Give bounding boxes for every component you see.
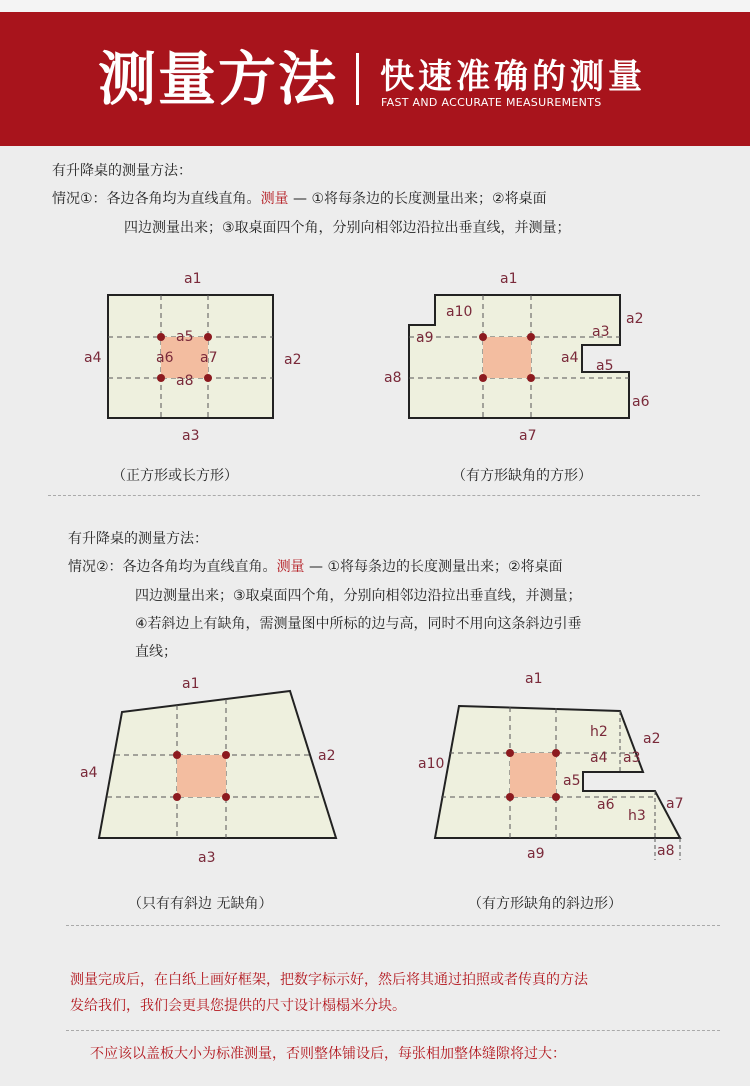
corner-dot [479, 374, 487, 382]
corner-highlight [510, 753, 556, 797]
measure-label-a5: a5 [596, 358, 614, 374]
corner-dot [204, 374, 212, 382]
corner-dot [157, 374, 165, 382]
measure-label-a1: a1 [500, 271, 518, 287]
diagram1-caption: （正方形或长方形） [112, 468, 238, 484]
diagram3-caption: （只有有斜边 无缺角） [128, 896, 273, 912]
measure-label-a4: a4 [80, 765, 98, 781]
diagram-notched-rectangle [409, 295, 629, 418]
footer-warning: 不应该以盖板大小为标准测量，否则整体铺设后，每张相加整体缝隙将过大： [90, 1046, 566, 1062]
measure-label-a3: a3 [623, 750, 641, 766]
measure-label-a3: a3 [182, 428, 200, 444]
banner-title: 测量方法 [98, 45, 339, 113]
measure-label-a9: a9 [416, 330, 434, 346]
measure-label-a6: a6 [597, 797, 615, 813]
corner-dot [222, 793, 230, 801]
measure-label-a8: a8 [176, 373, 194, 389]
corner-dot [173, 751, 181, 759]
section1-line2: 四边测量出来；③取桌面四个角，分别向相邻边沿拉出垂直线，并测量； [124, 220, 571, 236]
measure-label-h3: h3 [628, 808, 646, 824]
section1-case: 情况①：各边各角均为直线直角。 [52, 191, 261, 207]
corner-dot [157, 333, 165, 341]
corner-dot [222, 751, 230, 759]
measure-label-a1: a1 [184, 271, 202, 287]
section1-line1-rest: — ①将每条边的长度测量出来；②将桌面 [288, 191, 547, 207]
section2-line3: ④若斜边上有缺角，需测量图中所标的边与高，同时不用向这条斜边引垂 [135, 616, 582, 632]
section2-line2: 四边测量出来；③取桌面四个角，分别向相邻边沿拉出垂直线，并测量； [135, 588, 582, 604]
corner-dot [479, 333, 487, 341]
corner-dot [527, 374, 535, 382]
corner-dot [506, 749, 514, 757]
corner-dot [552, 793, 560, 801]
corner-dot [506, 793, 514, 801]
section2-case: 情况②：各边各角均为直线直角。 [68, 559, 277, 575]
measure-label-a2: a2 [643, 731, 661, 747]
corner-dot [173, 793, 181, 801]
measure-label-a5: a5 [563, 773, 581, 789]
measure-label-a9: a9 [527, 846, 545, 862]
measure-label-a8: a8 [384, 370, 402, 386]
diagram4-caption: （有方形缺角的斜边形） [468, 896, 622, 912]
measure-label-a6: a6 [632, 394, 650, 410]
footer-note-line2: 发给我们，我们会更具您提供的尺寸设计榻榻米分块。 [70, 998, 406, 1014]
corner-dot [527, 333, 535, 341]
banner-subtitle: 快速准确的测量 [380, 57, 646, 97]
section1-heading: 有升降桌的测量方法： [52, 163, 192, 179]
measure-label-a10: a10 [418, 756, 445, 772]
measure-label-a8: a8 [657, 843, 675, 859]
measure-label-a2: a2 [626, 311, 644, 327]
measure-label-a3: a3 [592, 324, 610, 340]
diagram-slanted-notched [435, 706, 680, 860]
corner-dot [204, 333, 212, 341]
measure-label-a7: a7 [519, 428, 537, 444]
measure-label-a5: a5 [176, 329, 194, 345]
measure-label-a4: a4 [590, 750, 608, 766]
corner-dot [552, 749, 560, 757]
footer-note-line1: 测量完成后，在白纸上画好框架，把数字标示好，然后将其通过拍照或者传真的方法 [70, 972, 588, 988]
measure-label-a1: a1 [525, 671, 543, 687]
section1-measure-word: 测量 [260, 191, 289, 207]
measure-label-a2: a2 [318, 748, 336, 764]
measure-label-h2: h2 [590, 724, 608, 740]
section2-heading: 有升降桌的测量方法： [68, 531, 208, 547]
measure-label-a7: a7 [666, 796, 684, 812]
banner-subtitle-english: FAST AND ACCURATE MEASUREMENTS [381, 96, 602, 109]
measure-label-a10: a10 [446, 304, 473, 320]
corner-highlight [483, 337, 531, 378]
diagram-rectangle [108, 295, 273, 418]
diagram2-caption: （有方形缺角的方形） [452, 468, 592, 484]
measure-label-a4: a4 [561, 350, 579, 366]
section2-measure-word: 测量 [276, 559, 305, 575]
measure-label-a6: a6 [156, 350, 174, 366]
measure-label-a7: a7 [200, 350, 218, 366]
section2-line1-rest: — ①将每条边的长度测量出来；②将桌面 [304, 559, 563, 575]
section2-line4: 直线； [135, 644, 177, 660]
measure-label-a2: a2 [284, 352, 302, 368]
diagram-slanted [99, 691, 336, 838]
measure-label-a3: a3 [198, 850, 216, 866]
measure-label-a4: a4 [84, 350, 102, 366]
measure-label-a1: a1 [182, 676, 200, 692]
corner-highlight [177, 755, 226, 797]
